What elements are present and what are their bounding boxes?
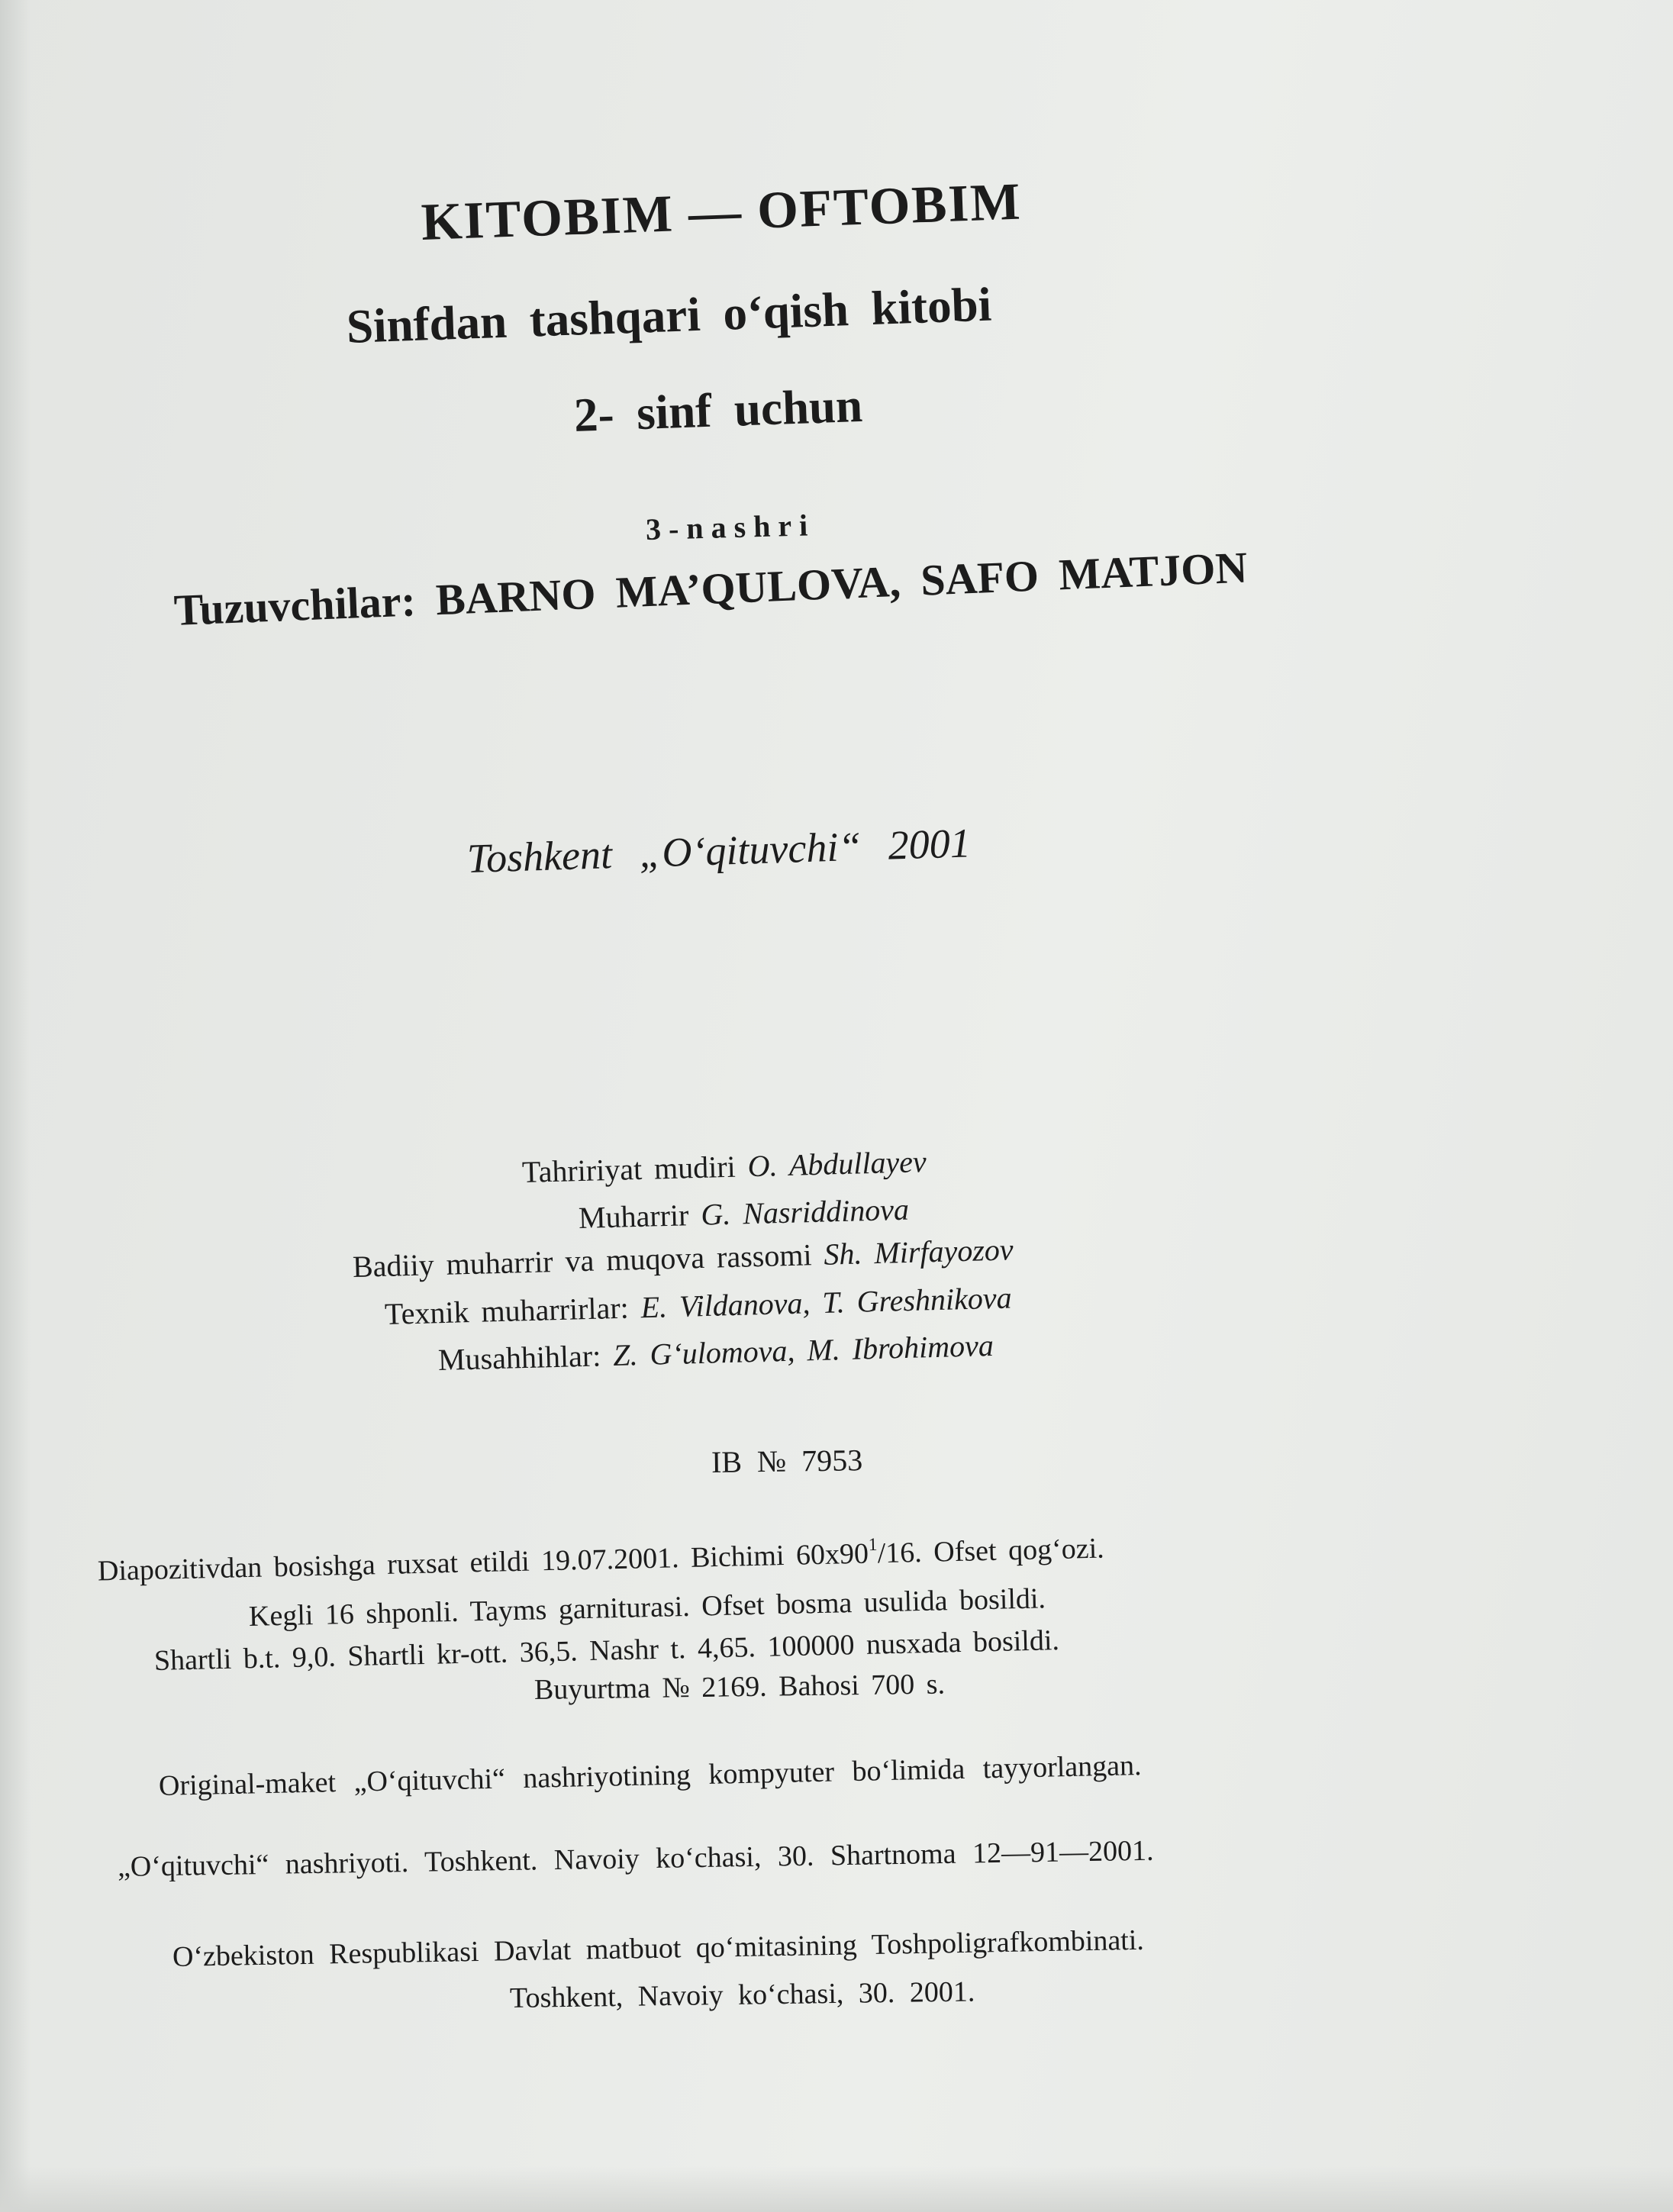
credit-name: G. Nasriddinova: [700, 1191, 910, 1232]
print-info-line2: Kegli 16 shponli. Tayms garniturasi. Ofset bosma usulida bosildi.: [248, 1582, 1046, 1633]
page-shadow-bottom: [0, 2166, 1673, 2212]
credit-name: Z. G‘ulomova, M. Ibrohimova: [612, 1327, 994, 1372]
credit-line-editor-in-chief: [521, 1143, 927, 1190]
book-title: KITOBIM — OFTOBIM: [420, 172, 1023, 251]
credit-line-technical-editors: [384, 1279, 1012, 1331]
print-info-line3: Shartli b.t. 9,0. Shartli kr-ott. 36,5. Nashr t. 4,65. 100000 nusxada bosildi.: [153, 1624, 1060, 1677]
credit-line-proofreaders: [437, 1327, 994, 1378]
printer-line1: O‘zbekiston Respublikasi Davlat matbuot qo‘mitasining Toshpoligrafkombinati.: [172, 1923, 1145, 1973]
credit-name: O. Abdullayev: [747, 1144, 927, 1184]
print-info-line1: Diapozitivdan bosishga ruxsat etildi 19.07.2001. Bichimi $60x90^1/16$. Ofset qog‘ozi.: [97, 1532, 1105, 1588]
publisher-address-line: „O‘qituvchi“ nashriyoti. Toshkent. Navoiy ko‘chasi, 30. Shartnoma 12—91—2001.: [117, 1834, 1154, 1883]
credit-name: Sh. Mirfayozov: [823, 1232, 1014, 1272]
credit-name: E. Vildanova, T. Greshnikova: [640, 1280, 1013, 1325]
publisher-imprint: Toshkent „O‘qituvchi“ 2001: [466, 820, 972, 882]
page-shadow-left: [0, 0, 31, 2212]
credit-role: Texnik muharrirlar:: [384, 1290, 630, 1331]
compilers-label: Tuzuvchilar:: [172, 576, 417, 635]
compilers-line: [173, 542, 1249, 636]
credit-role: Tahririyat mudiri: [521, 1149, 737, 1189]
printer-line2: Toshkent, Navoiy ko‘chasi, 30. 2001.: [509, 1975, 975, 2014]
book-subtitle-line1: Sinfdan tashqari o‘qish kitobi: [345, 277, 993, 353]
ib-number: IB № 7953: [711, 1443, 863, 1479]
credit-role: Musahhihlar:: [437, 1338, 601, 1377]
credit-line-editor: [578, 1191, 909, 1236]
credit-line-art-editor: [352, 1231, 1014, 1285]
edition-label: 3-nashri: [645, 508, 816, 547]
original-maket-line: Original-maket „O‘qituvchi“ nashriyotining kompyuter bo‘limida tayyorlangan.: [158, 1749, 1142, 1802]
credit-role: Muharrir: [578, 1198, 689, 1235]
book-subtitle-line2: 2- sinf uchun: [572, 378, 864, 442]
compilers-names: BARNO MA’QULOVA, SAFO MATJON: [434, 542, 1249, 625]
print-info-line4: Buyurtma № 2169. Bahosi 700 s.: [533, 1668, 946, 1706]
credit-role: Badiiy muharrir va muqova rassomi: [352, 1237, 813, 1284]
